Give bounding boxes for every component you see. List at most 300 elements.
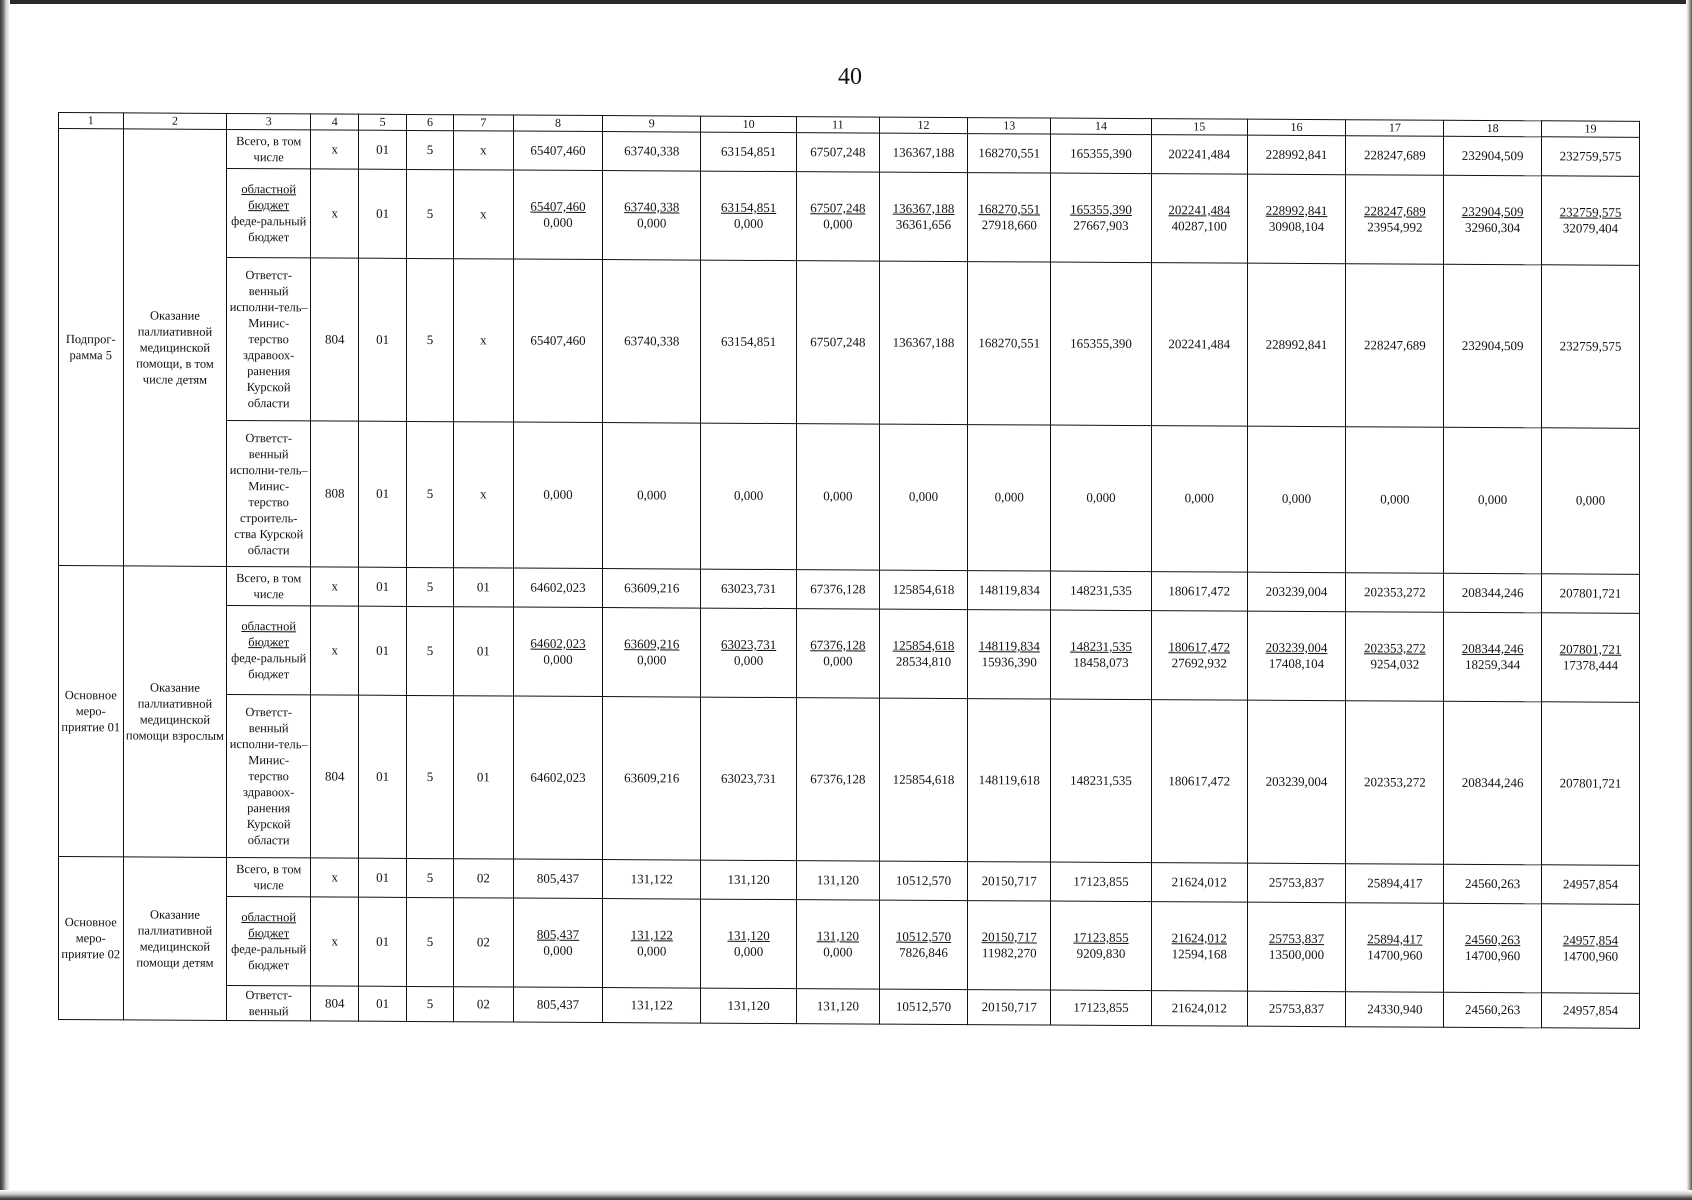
amount-cell [1346, 264, 1444, 428]
amount-value: 40287,100 [1171, 218, 1227, 234]
amount-cell [701, 260, 797, 424]
amount-value: 67376,128 [810, 581, 866, 597]
code-cell-c6: 5 [406, 169, 453, 258]
amount-value: 180617,472 [1168, 773, 1231, 789]
amount-cell [796, 172, 879, 261]
code-cell-c7: 02 [454, 859, 513, 898]
funding-category-text: феде-ральный бюджет [231, 941, 307, 973]
amount-cell [603, 608, 701, 698]
funding-category-text: Ответст-венный исполни-тель– Минис-терство здравоох-ранения Курской области [229, 268, 308, 411]
amount-cell [1346, 992, 1444, 1028]
amount-value: 202353,272 [1363, 584, 1426, 600]
amount-cell [879, 424, 968, 570]
code-cell-c6: 5 [406, 858, 453, 897]
amount-cell [1051, 862, 1152, 902]
amount-value: 17408,104 [1268, 655, 1325, 672]
amount-cell [513, 696, 603, 860]
amount-cell [1542, 176, 1640, 266]
amount-value: 0,000 [637, 215, 667, 231]
amount-cell [603, 988, 701, 1024]
amount-value: 11982,270 [981, 945, 1037, 961]
column-header: 18 [1444, 120, 1542, 137]
amount-value: 207801,721 [1559, 585, 1622, 601]
amount-value: 131,120 [727, 871, 770, 887]
table-row [59, 168, 1640, 266]
amount-cell [513, 987, 603, 1023]
amount-value: 12594,168 [1171, 946, 1227, 962]
amount-value: 25753,837 [1268, 874, 1325, 890]
amount-value: 24957,854 [1562, 876, 1619, 892]
amount-cell [796, 698, 879, 861]
amount-value: 10512,570 [895, 928, 952, 944]
amount-value: 168270,551 [978, 200, 1041, 217]
amount-cell [1247, 263, 1346, 427]
amount-value: 14700,960 [1465, 947, 1521, 964]
code-cell-c6: 5 [406, 695, 453, 858]
scan-edge-top [0, 0, 1692, 4]
code-cell-c5: 01 [359, 567, 406, 606]
amount-value: 15936,390 [981, 654, 1037, 670]
amount-cell [1444, 864, 1542, 904]
column-header: 17 [1346, 120, 1444, 137]
amount-cell [603, 132, 701, 172]
amount-value: 131,122 [630, 871, 673, 887]
amount-cell [968, 990, 1051, 1025]
amount-cell [1444, 612, 1542, 702]
funding-category-text: областной бюджет [241, 619, 297, 650]
amount-cell [968, 862, 1051, 901]
amount-cell [1444, 264, 1542, 428]
code-cell-c5: 01 [359, 986, 406, 1021]
amount-value: 805,437 [536, 870, 580, 886]
amount-value: 20150,717 [981, 873, 1037, 889]
amount-cell [879, 861, 968, 900]
amount-cell [1247, 902, 1346, 992]
amount-value: 10512,570 [895, 872, 952, 888]
amount-value: 228247,689 [1363, 337, 1426, 353]
amount-value: 25753,837 [1268, 1000, 1325, 1016]
code-cell-c7: 01 [454, 568, 513, 607]
amount-value: 136367,188 [892, 144, 955, 160]
table-row [59, 896, 1640, 994]
amount-cell [1051, 134, 1152, 174]
amount-cell [1346, 701, 1444, 865]
amount-value: 0,000 [1380, 491, 1410, 507]
amount-value: 0,000 [823, 488, 853, 504]
amount-cell [1247, 700, 1346, 864]
amount-cell [603, 423, 701, 570]
amount-cell [879, 570, 968, 609]
amount-cell [1346, 864, 1444, 904]
code-cell-c4: x [311, 858, 359, 897]
amount-value: 228992,841 [1265, 146, 1328, 162]
amount-value: 0,000 [1575, 492, 1606, 509]
amount-value: 0,000 [543, 214, 573, 230]
funding-category-text: Ответст-венный исполни-тель– Минис-терство строитель-ства Курской области [229, 430, 308, 557]
amount-cell [513, 422, 603, 569]
amount-cell [701, 988, 797, 1024]
amount-value: 17378,444 [1562, 657, 1619, 673]
column-header: 13 [968, 118, 1051, 134]
amount-value: 0,000 [733, 215, 764, 231]
amount-value: 180617,472 [1168, 638, 1231, 655]
amount-value: 23954,992 [1367, 219, 1423, 235]
amount-value: 21624,012 [1171, 874, 1227, 890]
amount-cell [1151, 572, 1247, 612]
amount-value: 9209,830 [1076, 945, 1126, 961]
funding-category-text: областной бюджет [241, 910, 297, 941]
amount-value: 0,000 [823, 216, 853, 232]
code-cell-c4: 804 [311, 258, 359, 421]
amount-value: 21624,012 [1171, 929, 1227, 946]
amount-value: 202241,484 [1168, 146, 1231, 162]
funding-category-cell [227, 605, 311, 694]
amount-value: 203239,004 [1265, 583, 1328, 599]
amount-value: 228992,841 [1265, 202, 1328, 218]
amount-value: 165355,390 [1070, 201, 1132, 217]
amount-cell [1542, 265, 1640, 429]
table-row [59, 257, 1640, 429]
amount-cell [796, 424, 879, 570]
amount-cell [701, 608, 797, 698]
amount-value: 0,000 [637, 487, 667, 503]
amount-value: 64602,023 [530, 769, 586, 785]
amount-value: 0,000 [1086, 490, 1116, 506]
code-cell-c7: x [454, 422, 513, 568]
code-cell-c6: 5 [406, 567, 453, 606]
amount-cell [1346, 175, 1444, 265]
table-body [59, 113, 1640, 1029]
amount-value: 165355,390 [1070, 335, 1132, 351]
amount-value: 67376,128 [810, 636, 866, 653]
amount-cell [879, 133, 968, 172]
amount-value: 168270,551 [978, 335, 1041, 351]
amount-cell [1444, 701, 1542, 865]
amount-cell [1247, 991, 1346, 1027]
amount-value: 148231,535 [1070, 638, 1132, 654]
amount-cell [603, 260, 701, 424]
amount-cell [1542, 904, 1640, 994]
amount-value: 32079,404 [1562, 220, 1619, 236]
amount-cell [796, 133, 879, 172]
amount-value: 131,122 [630, 926, 673, 943]
amount-value: 17123,855 [1073, 929, 1129, 945]
amount-cell [796, 609, 879, 698]
amount-cell [1542, 865, 1640, 905]
amount-cell [1151, 611, 1247, 701]
funding-category-text: феде-ральный бюджет [231, 213, 307, 245]
column-header: 10 [701, 116, 797, 133]
column-header: 1 [59, 113, 124, 129]
amount-cell [968, 699, 1051, 862]
column-header: 11 [796, 117, 879, 133]
budget-table [58, 112, 1640, 1029]
amount-value: 13500,000 [1268, 946, 1325, 963]
amount-cell [1247, 426, 1346, 573]
amount-value: 207801,721 [1559, 641, 1622, 657]
amount-cell [603, 569, 701, 609]
code-cell-c5: 01 [359, 606, 406, 695]
amount-value: 28534,810 [895, 653, 952, 669]
amount-cell [513, 607, 603, 697]
amount-value: 208344,246 [1461, 774, 1524, 791]
amount-value: 63154,851 [720, 143, 777, 159]
amount-value: 10512,570 [895, 998, 952, 1014]
amount-value: 67376,128 [810, 771, 866, 787]
amount-cell [879, 261, 968, 424]
amount-cell [1247, 174, 1346, 264]
amount-cell [1247, 611, 1346, 701]
column-header: 14 [1051, 118, 1152, 135]
amount-value: 65407,460 [530, 332, 586, 348]
column-header: 3 [227, 113, 311, 129]
code-cell-c4: 808 [311, 421, 359, 567]
scan-edge-bottom [0, 1190, 1692, 1200]
program-description-cell: Оказание паллиативной медицинской помощи взрослым [123, 566, 227, 858]
amount-cell [1051, 425, 1152, 572]
funding-category-cell [227, 985, 311, 1020]
amount-value: 18259,344 [1465, 656, 1521, 673]
code-cell-c5: 01 [359, 130, 406, 169]
amount-value: 232759,575 [1559, 338, 1622, 354]
amount-cell [1151, 135, 1247, 175]
amount-value: 27667,903 [1073, 217, 1129, 233]
amount-value: 0,000 [1281, 491, 1312, 507]
amount-cell [701, 423, 797, 570]
funding-category-cell [227, 420, 311, 566]
code-cell-c6: 5 [406, 130, 453, 169]
amount-cell [1346, 573, 1444, 613]
amount-cell [1151, 174, 1247, 264]
amount-cell [1051, 901, 1152, 991]
code-cell-c5: 01 [359, 695, 406, 858]
amount-cell [1051, 571, 1152, 611]
code-cell-c7: x [454, 131, 513, 170]
amount-value: 0,000 [733, 652, 764, 668]
amount-value: 232759,575 [1559, 148, 1622, 164]
amount-value: 20150,717 [981, 928, 1037, 945]
amount-value: 0,000 [908, 489, 939, 505]
amount-cell [879, 900, 968, 989]
amount-value: 202241,484 [1168, 336, 1231, 352]
amount-value: 63023,731 [720, 770, 777, 786]
amount-cell [603, 171, 701, 261]
code-cell-c6: 5 [406, 897, 453, 986]
amount-value: 208344,246 [1461, 640, 1524, 656]
code-cell-c4: x [311, 606, 359, 695]
amount-value: 203239,004 [1265, 639, 1328, 655]
amount-value: 65407,460 [530, 142, 586, 158]
amount-cell [1444, 427, 1542, 574]
program-name-cell: Подпрог-рамма 5 [59, 129, 124, 566]
amount-cell [603, 860, 701, 900]
amount-value: 63609,216 [624, 635, 680, 652]
amount-value: 0,000 [823, 944, 853, 960]
code-cell-c4: 804 [311, 986, 359, 1021]
amount-cell [1247, 135, 1346, 175]
amount-value: 232904,509 [1461, 203, 1524, 219]
amount-value: 202353,272 [1363, 640, 1426, 656]
code-cell-c5: 01 [359, 897, 406, 986]
amount-value: 63609,216 [624, 580, 680, 596]
amount-value: 131,120 [816, 872, 859, 888]
amount-value: 208344,246 [1461, 584, 1524, 601]
amount-cell [1151, 902, 1247, 992]
amount-value: 228247,689 [1363, 147, 1426, 163]
amount-cell [1346, 612, 1444, 702]
amount-value: 67507,248 [810, 144, 866, 160]
column-header: 15 [1151, 119, 1247, 136]
funding-category-text: Всего, в том числе [236, 133, 302, 165]
amount-value: 63023,731 [720, 636, 777, 652]
amount-value: 148119,834 [978, 637, 1040, 654]
amount-cell [796, 261, 879, 424]
amount-cell [968, 901, 1051, 990]
amount-value: 14700,960 [1367, 947, 1423, 963]
amount-value: 0,000 [543, 942, 573, 958]
amount-cell [879, 172, 968, 261]
amount-cell [513, 898, 603, 988]
amount-cell [701, 697, 797, 861]
amount-cell [968, 571, 1051, 610]
funding-category-cell [227, 257, 311, 420]
table-row [59, 420, 1640, 575]
amount-value: 125854,618 [892, 771, 955, 787]
amount-cell [1444, 903, 1542, 993]
amount-cell [1542, 137, 1640, 177]
code-cell-c4: x [311, 130, 359, 169]
amount-value: 202241,484 [1168, 201, 1231, 218]
amount-value: 20150,717 [981, 999, 1037, 1015]
amount-cell [1542, 702, 1640, 866]
amount-value: 148231,535 [1070, 772, 1132, 788]
amount-value: 65407,460 [530, 198, 586, 214]
code-cell-c7: x [454, 259, 513, 422]
funding-category-text: Всего, в том числе [236, 570, 302, 602]
code-cell-c4: 804 [311, 695, 359, 858]
amount-value: 9254,032 [1370, 656, 1420, 672]
amount-value: 7826,846 [899, 944, 948, 960]
amount-value: 27918,660 [981, 217, 1037, 233]
table-row [59, 985, 1640, 1029]
amount-cell [968, 425, 1051, 571]
amount-value: 0,000 [637, 943, 667, 959]
funding-category-cell [227, 857, 311, 896]
code-cell-c4: x [311, 897, 359, 986]
amount-value: 131,120 [816, 927, 859, 944]
amount-value: 25894,417 [1367, 931, 1423, 947]
amount-cell [1542, 428, 1640, 575]
amount-cell [513, 568, 603, 608]
amount-value: 24957,854 [1562, 1002, 1619, 1018]
program-name-cell: Основное меро-приятие 01 [59, 566, 124, 857]
amount-value: 125854,618 [892, 581, 955, 597]
funding-category-cell [227, 129, 311, 168]
amount-cell [1151, 991, 1247, 1027]
amount-value: 136367,188 [892, 200, 955, 216]
code-cell-c6: 5 [406, 986, 453, 1021]
amount-value: 131,120 [727, 927, 770, 943]
code-cell-c7: x [454, 170, 513, 259]
amount-cell [796, 989, 879, 1024]
amount-cell [1346, 427, 1444, 574]
amount-value: 0,000 [1184, 490, 1214, 506]
amount-cell [603, 899, 701, 989]
table-row [59, 605, 1640, 703]
column-header: 16 [1247, 119, 1346, 136]
code-cell-c6: 5 [406, 421, 453, 567]
amount-value: 0,000 [823, 653, 853, 669]
amount-value: 30908,104 [1268, 218, 1325, 235]
amount-cell [701, 899, 797, 989]
column-header: 7 [454, 115, 513, 131]
amount-value: 232759,575 [1559, 204, 1622, 220]
amount-value: 207801,721 [1559, 775, 1622, 791]
amount-value: 25753,837 [1268, 930, 1325, 946]
code-cell-c7: 02 [454, 898, 513, 987]
amount-value: 63154,851 [720, 199, 777, 215]
table-row [59, 694, 1640, 866]
amount-value: 136367,188 [892, 334, 955, 350]
scan-edge-right [1686, 0, 1692, 1200]
column-header: 5 [359, 114, 406, 130]
amount-value: 0,000 [637, 652, 667, 668]
column-header: 6 [406, 114, 453, 130]
funding-category-text: Ответст-венный [245, 988, 293, 1019]
amount-cell [1444, 992, 1542, 1028]
funding-category-cell [227, 168, 311, 257]
amount-value: 64602,023 [530, 635, 586, 651]
funding-category-text: областной бюджет [241, 182, 297, 213]
amount-cell [1346, 136, 1444, 176]
code-cell-c5: 01 [359, 169, 406, 258]
funding-category-text: феде-ральный бюджет [231, 650, 307, 682]
amount-value: 36361,656 [895, 216, 952, 232]
amount-cell [513, 859, 603, 899]
amount-cell [968, 134, 1051, 173]
amount-value: 148231,535 [1070, 582, 1132, 598]
funding-category-cell [227, 566, 311, 605]
amount-value: 232904,509 [1461, 147, 1524, 164]
amount-cell [1542, 574, 1640, 614]
amount-value: 131,120 [727, 997, 770, 1013]
amount-cell [1444, 175, 1542, 265]
amount-cell [1444, 136, 1542, 176]
amount-cell [1051, 699, 1152, 863]
amount-value: 18458,073 [1073, 654, 1129, 670]
amount-cell [1051, 173, 1152, 263]
amount-cell [1151, 700, 1247, 864]
amount-value: 232904,509 [1461, 337, 1524, 354]
code-cell-c5: 01 [359, 258, 406, 421]
amount-value: 0,000 [543, 651, 573, 667]
column-header: 19 [1542, 121, 1640, 138]
column-header: 12 [879, 117, 968, 133]
amount-value: 14700,960 [1562, 948, 1619, 964]
amount-value: 25894,417 [1367, 875, 1423, 891]
scan-edge-left [0, 0, 10, 1200]
amount-cell [701, 132, 797, 172]
amount-value: 148119,834 [978, 582, 1040, 598]
code-cell-c4: x [311, 567, 359, 606]
page-number: 40 [838, 64, 862, 90]
amount-value: 63609,216 [624, 770, 680, 786]
amount-value: 148119,618 [978, 772, 1040, 788]
column-header: 8 [513, 115, 603, 132]
amount-cell [513, 259, 603, 423]
amount-cell [1247, 863, 1346, 903]
amount-value: 17123,855 [1073, 999, 1129, 1015]
